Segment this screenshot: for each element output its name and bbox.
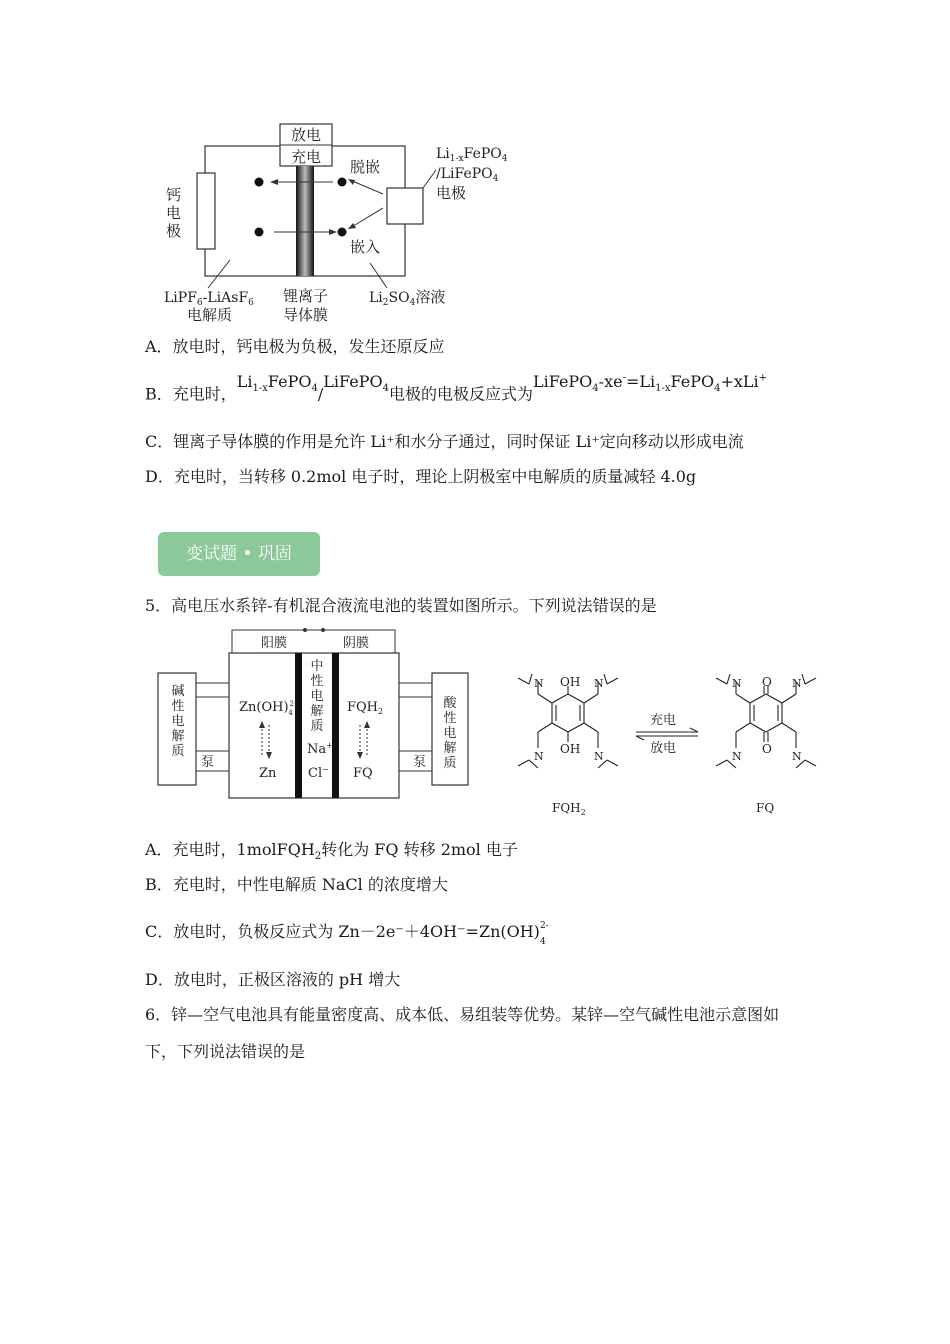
deintercalation-label: 脱嵌 xyxy=(350,158,381,176)
q5-option-d: D．放电时，正极区溶液的 pH 增大 xyxy=(145,970,401,989)
pump-left: 泵 xyxy=(201,755,215,770)
svg-text:N: N xyxy=(732,750,742,763)
calcium-label-1: 钙 xyxy=(166,186,182,204)
svg-text:N: N xyxy=(534,677,544,690)
fq-label: FQ xyxy=(756,801,775,815)
battery-diagram-1 xyxy=(150,118,530,328)
lifepo4-electrode xyxy=(387,188,423,224)
flow-battery-diagram xyxy=(155,625,470,805)
svg-text:OH: OH xyxy=(560,742,581,756)
svg-text:OH: OH xyxy=(560,675,581,689)
calcium-label-2: 电 xyxy=(166,204,182,222)
rel-l1: Li xyxy=(436,146,450,162)
variant-question-badge: 变试题 • 巩固 xyxy=(158,532,320,576)
svg-text:质: 质 xyxy=(443,756,457,771)
svg-text:N: N xyxy=(732,677,742,690)
svg-text:电: 电 xyxy=(310,689,324,704)
q5-option-c: C．放电时，负极反应式为 Zn－2e⁻＋4OH⁻=Zn(OH) 2- 4 xyxy=(145,921,549,947)
svg-text:Zn(OH)2-4: Zn(OH)$^{2-}$4 xyxy=(239,700,297,717)
rel-l3: 电极 xyxy=(436,184,467,202)
svg-text:解: 解 xyxy=(171,729,185,744)
svg-text:N: N xyxy=(792,677,802,690)
svg-text:Na+: Na+ xyxy=(307,741,333,757)
svg-text:FQH2: $FQH_2$ xyxy=(552,801,586,817)
switch-charge-label: 充电 xyxy=(290,148,322,166)
svg-text:质: 质 xyxy=(171,744,185,759)
calcium-electrode xyxy=(197,173,215,249)
cation-membrane-label: 阳膜 xyxy=(261,636,288,651)
cation-membrane xyxy=(295,653,302,798)
q6-stem-line-1: 6．锌—空气电池具有能量密度高、成本低、易组装等优势。某锌—空气碱性电池示意图如 xyxy=(145,1005,780,1024)
svg-text:FQH2: $FQH_2$ xyxy=(347,700,384,716)
svg-text:解: 解 xyxy=(310,704,324,719)
zincate: Zn(OH) xyxy=(239,700,289,715)
charge-arrow-label: 充电 xyxy=(650,713,677,728)
intercalation-label: 嵌入 xyxy=(350,238,381,256)
svg-text:质: 质 xyxy=(310,719,324,734)
q4-option-a: A．放电时，钙电极为负极，发生还原反应 xyxy=(145,337,445,356)
q5-option-a: A．充电时，1molFQH$_2$转化为 FQ 转移 2mol 电子 xyxy=(145,840,518,863)
svg-text:性: 性 xyxy=(443,711,457,726)
fqh2-label: FQH xyxy=(552,801,581,815)
svg-text:Cl−: Cl− xyxy=(308,765,329,781)
calcium-label-3: 极 xyxy=(166,222,182,240)
svg-text:碱: 碱 xyxy=(171,684,185,699)
q6-stem-line-2: 下，下列说法错误的是 xyxy=(145,1042,306,1061)
svg-text:Li1-xFePO4: $Li_{1-x}FePO_4$ xyxy=(436,146,508,164)
svg-text:性: 性 xyxy=(310,674,324,689)
membrane-l1: 锂离子 xyxy=(283,287,329,305)
svg-text:N: N xyxy=(594,677,604,690)
na-ion: Na xyxy=(307,742,327,757)
svg-text:O: O xyxy=(762,675,772,689)
q5-stem: 5．高电压水系锌-有机混合液流电池的装置如图所示。下列说法错误的是 xyxy=(145,596,657,615)
zn-label: Zn xyxy=(259,766,277,781)
fqh2-fq-structures xyxy=(500,672,840,822)
electrolyte-l2: 电解质 xyxy=(187,306,233,324)
svg-text:O: O xyxy=(762,742,772,756)
svg-text:N: N xyxy=(534,750,544,763)
switch-discharge-label: 放电 xyxy=(290,126,322,144)
svg-text:/LiFePO4: /LiFePO$_4$ xyxy=(436,166,499,184)
pump-right: 泵 xyxy=(413,755,427,770)
q5-option-b: B．充电时，中性电解质 NaCl 的浓度增大 xyxy=(145,875,448,894)
svg-text:酸: 酸 xyxy=(443,696,457,711)
electrolyte-l1: LiPF xyxy=(164,290,197,306)
svg-text:电: 电 xyxy=(443,726,457,741)
q4-option-b: B．充电时，$Li_{1-x}FePO_4/LiFePO_4$电极的电极反应式为$LiFePO_4-xe^-=Li_{1-x}FePO_4+xLi^+$ xyxy=(145,372,768,404)
svg-text:中: 中 xyxy=(310,659,324,674)
solution-label: Li xyxy=(369,290,383,306)
q4-option-c: C．锂离子导体膜的作用是允许 Li⁺和水分子通过，同时保证 Li⁺定向移动以形成电流 xyxy=(145,432,744,451)
fq-in-cell: FQ xyxy=(353,766,373,781)
svg-text:N: N xyxy=(594,750,604,763)
svg-text:解: 解 xyxy=(443,741,457,756)
anion-membrane-label: 阴膜 xyxy=(343,636,370,651)
svg-text:Li2SO4溶液: $Li_2SO_4$溶液 xyxy=(369,288,446,308)
svg-text:电: 电 xyxy=(171,714,185,729)
anion-membrane xyxy=(332,653,339,798)
q4-option-d: D．充电时，当转移 0.2mol 电子时，理论上阴极室中电解质的质量减轻 4.0g xyxy=(145,467,697,486)
membrane-l2: 导体膜 xyxy=(283,306,329,324)
rel-l2: /LiFePO xyxy=(436,166,493,182)
svg-text:LiPF6-LiAsF6: LiPF$_6$-LiAsF$_6$ xyxy=(164,290,254,308)
discharge-arrow-label: 放电 xyxy=(650,741,677,756)
fqh2-in-cell: FQH xyxy=(347,700,379,715)
cl-ion: Cl xyxy=(308,766,323,781)
svg-text:N: N xyxy=(792,750,802,763)
svg-text:性: 性 xyxy=(171,699,185,714)
